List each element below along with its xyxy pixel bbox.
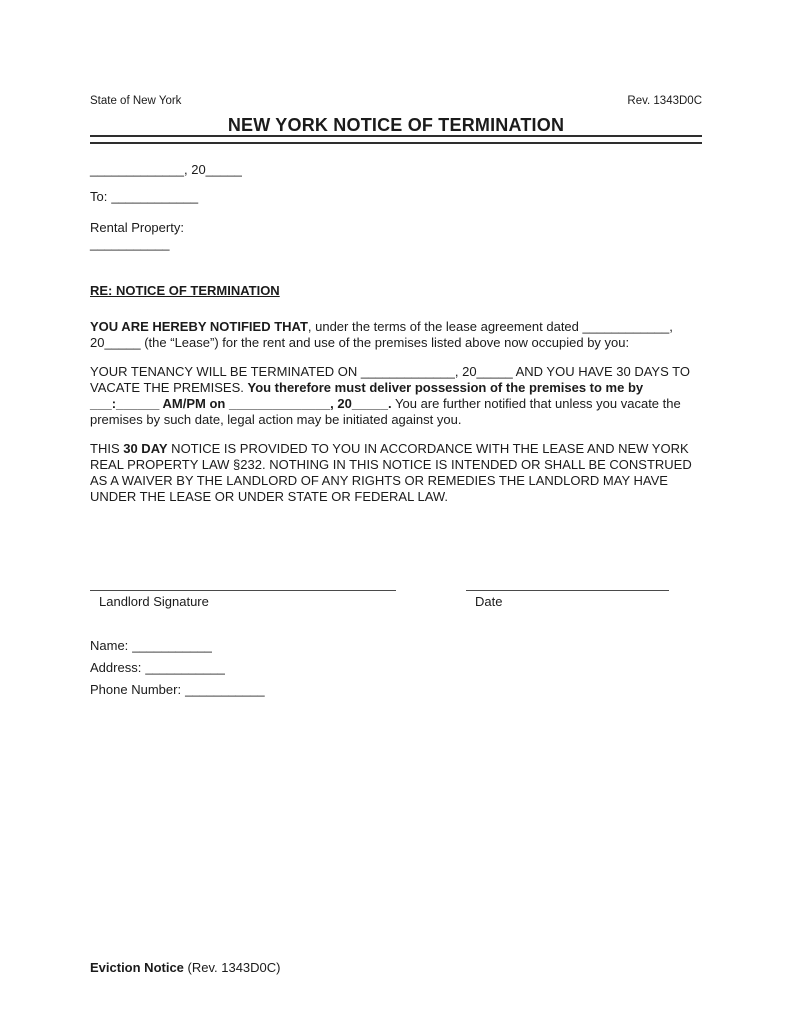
text-segment: NOTICE IS PROVIDED TO YOU IN ACCORDANCE WITH THE LEASE AND NEW YORK REAL PROPERTY LAW §232. NOTHING IN THIS NOTICE IS INTENDED OR SHALL BE CONSTRUED AS A WAIVER BY THE LANDLORD OF ANY RIGHTS OR REMEDIES THE LANDLORD MAY HAVE UNDER THE LEASE OR UNDER STATE OR FEDERAL LAW. [90, 441, 692, 504]
date-field [466, 590, 669, 610]
landlord-info-block [90, 635, 702, 701]
address-line [90, 657, 702, 679]
phone-label: Phone Number: [90, 682, 182, 697]
text-segment: THIS [90, 441, 124, 456]
landlord-signature-label: Landlord Signature [99, 594, 209, 609]
date-label: Date [475, 594, 503, 609]
landlord-signature-line [90, 590, 396, 591]
text-segment: You are further notified that unless you vacate the premises by such date, legal action may be initiated against you. [90, 396, 681, 427]
text-segment-bold: YOU ARE HEREBY NOTIFIED THAT [90, 319, 308, 334]
text-segment: YOUR TENANCY WILL BE TERMINATED ON _____________, 20_____ AND YOU HAVE 30 DAYS TO VACATE THE PREMISES. [90, 364, 690, 395]
subject-heading: RE: NOTICE OF TERMINATION [90, 283, 280, 298]
to-label: To: [90, 189, 108, 204]
document-title: NEW YORK NOTICE OF TERMINATION [227, 115, 565, 135]
text-segment: , under the terms of the lease agreement dated ____________, 20_____ (the “Lease”) for the rent and use of the premises listed above now occupied by you: [90, 319, 673, 350]
title-divider [90, 135, 702, 144]
notice-date-blank-line: _____________, 20_____ [90, 162, 242, 177]
signature-row [90, 590, 702, 610]
name-blank: ___________ [132, 638, 212, 653]
phone-line [90, 679, 702, 701]
document-header [90, 95, 702, 108]
document-footer [90, 960, 281, 976]
footer-doc-name: Eviction Notice [90, 960, 184, 975]
address-label: Address: [90, 660, 142, 675]
rental-property-blank: ___________ [90, 236, 170, 251]
paragraph-tenancy-terminated [90, 364, 702, 428]
phone-blank: ___________ [185, 682, 265, 697]
footer-revision: (Rev. 1343D0C) [183, 960, 281, 975]
to-blank: ____________ [111, 189, 199, 204]
state-label: State of New York [90, 95, 182, 107]
name-label: Name: [90, 638, 129, 653]
rental-property-line [90, 220, 702, 252]
name-line [90, 635, 702, 657]
date-signature-line [466, 590, 669, 591]
text-segment-bold: 30 DAY [123, 441, 168, 456]
paragraph-30-day-notice [90, 441, 702, 505]
address-blank: ___________ [145, 660, 225, 675]
text-segment-bold: You therefore must deliver possession of the premises to me by ___:______ AM/PM on ______________, 20_____. [90, 380, 644, 411]
rental-property-label: Rental Property: [90, 220, 184, 235]
revision-label: Rev. 1343D0C [627, 95, 702, 107]
landlord-signature-field [90, 590, 396, 610]
to-line [90, 189, 702, 205]
paragraph-hereby-notified [90, 319, 702, 351]
